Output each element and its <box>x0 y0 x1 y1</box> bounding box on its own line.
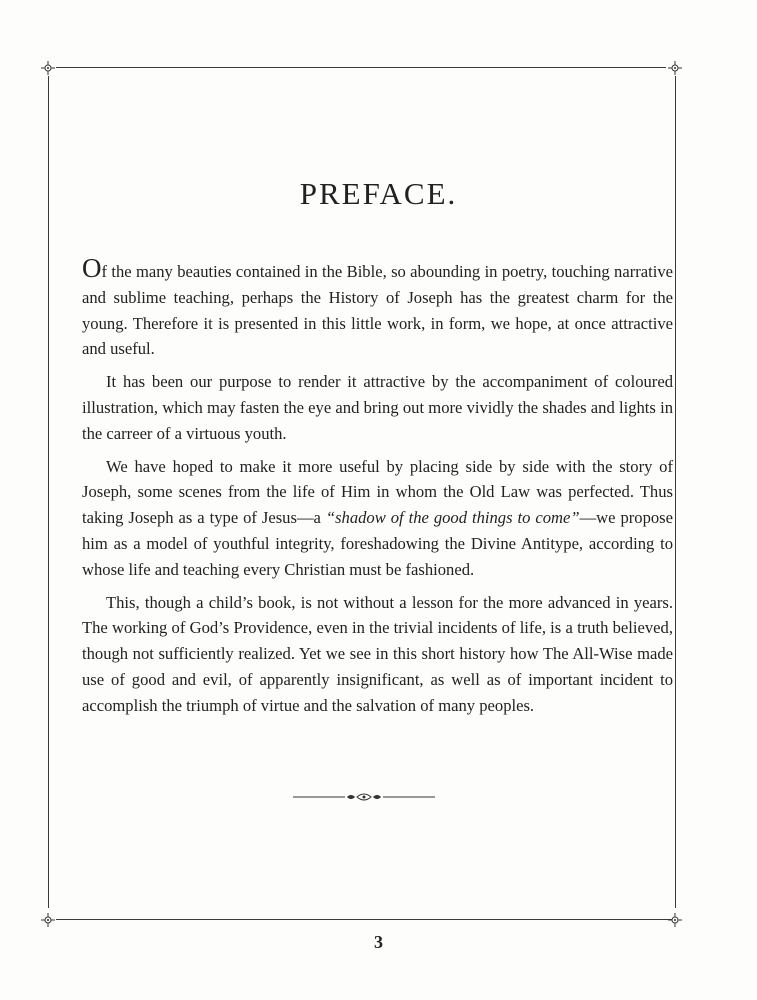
ornamental-corner-icon <box>40 60 56 76</box>
ornamental-divider-icon <box>293 790 435 804</box>
paragraph-3-quote: “shadow of the good things to come” <box>325 508 580 528</box>
preface-text <box>82 253 673 726</box>
ornamental-corner-icon <box>667 60 683 76</box>
border-bottom-rule <box>56 919 672 920</box>
paragraph-3-text-after: —we propose him as a model of youthful integrity, foreshadowing the Divine Antitype, according to whose life and teaching every Christian must be fashioned. <box>82 508 673 579</box>
ornamental-corner-icon <box>667 912 683 928</box>
paragraph-2: It has been our purpose to render it attractive by the accompaniment of coloured illustration, which may fasten the eye and bring out more vividly the shades and lights in the carreer of a virtuous youth. <box>82 372 673 443</box>
page-number: 3 <box>374 932 383 952</box>
border-top-rule <box>56 67 666 68</box>
paragraph-3 <box>82 454 673 583</box>
paragraph-4: This, though a child’s book, is not without a lesson for the more advanced in years. The working of God’s Providence, even in the trivial incidents of life, is a truth believed, though not sufficiently realized. Yet we see in this short history how The All-Wise made use of good and evil, of apparently insignificant, as well as of important incident to accomplish the triumph of virtue and the salvation of many peoples. <box>82 592 673 715</box>
page-title: PREFACE. <box>299 176 458 211</box>
paragraph-3-text-before: We have hoped to make it more useful by placing side by side with the story of Joseph, some scenes from the life of Him in whom the Old Law was perfected. Thus taking Joseph as a type of Jesus—a <box>82 456 673 528</box>
paragraph-1-text: f the many beauties contained in the Bible, so abounding in poetry, touching narrative and sublime teaching, perhaps the History of Joseph has the greatest charm for the young. Therefore it is presented in this little work, in form, we hope, at once attractive and useful. <box>82 262 673 359</box>
drop-cap: O <box>82 253 102 283</box>
paragraph-1 <box>82 253 673 362</box>
ornamental-corner-icon <box>40 912 56 928</box>
